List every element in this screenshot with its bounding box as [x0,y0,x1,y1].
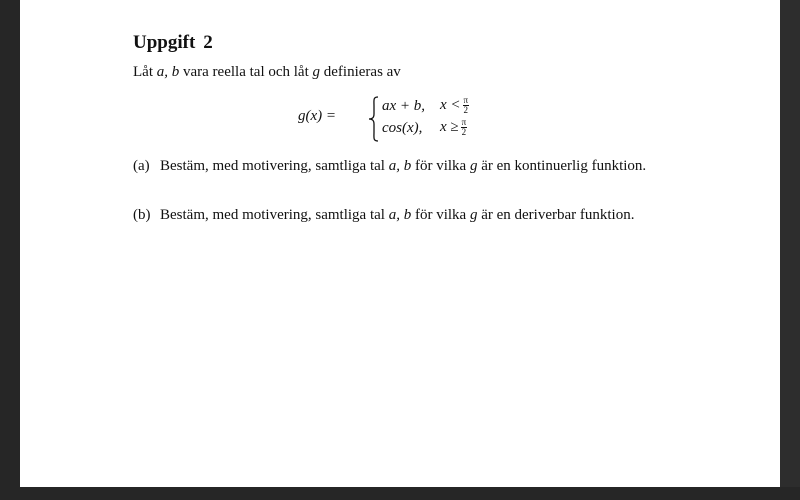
subtask-text-before: Bestäm, med motivering, samtliga tal [160,207,385,223]
subtask-fn: g [469,158,478,174]
document-page [20,0,780,487]
case1-expression: ax + b, [382,98,426,114]
exercise-heading [133,32,213,54]
subtask-vars: a, b [388,207,412,223]
case2-fraction [461,118,468,137]
case2-condition-lhs: x ≥ [440,118,459,135]
subtask-text-mid: för vilka [414,207,467,223]
intro-paragraph [133,64,401,81]
intro-vars: a, b [156,64,180,80]
subtask-text [160,206,653,225]
fraction-denominator: 2 [461,127,467,137]
piecewise-formula [298,96,498,142]
subtask-b [133,206,653,225]
heading-word: Uppgift [133,32,196,53]
subtask-text [160,157,653,176]
intro-suffix: definieras av [323,64,401,80]
fraction-numerator: π [463,95,469,105]
subtask-text-after: är en kontinuerlig funktion. [481,158,647,174]
case2-expression: cos(x), [382,120,423,136]
subtask-text-before: Bestäm, med motivering, samtliga tal [160,158,385,174]
case1-condition-lhs: x < [440,96,461,113]
viewer-frame-left [0,0,20,500]
subtask-vars: a, b [388,158,412,174]
formula-lhs: g(x) = [298,108,337,124]
intro-middle: vara reella tal och låt [183,64,309,80]
viewer-frame-right [780,0,800,500]
case2-condition [440,118,467,137]
subtask-a [133,157,653,176]
fraction-numerator: π [461,117,467,127]
subtask-text-after: är en deriverbar funktion. [481,207,635,223]
fraction-denominator: 2 [463,105,469,115]
subtask-fn: g [469,207,478,223]
left-brace [368,96,380,142]
viewer-frame-bottom [0,487,800,500]
intro-prefix: Låt [133,64,153,80]
subtask-label: (a) [133,158,150,174]
intro-fn: g [312,64,321,80]
case1-condition [440,96,469,115]
subtask-text-mid: för vilka [414,158,467,174]
case1-fraction [463,96,470,115]
subtask-label: (b) [133,207,151,223]
heading-number: 2 [203,32,213,53]
